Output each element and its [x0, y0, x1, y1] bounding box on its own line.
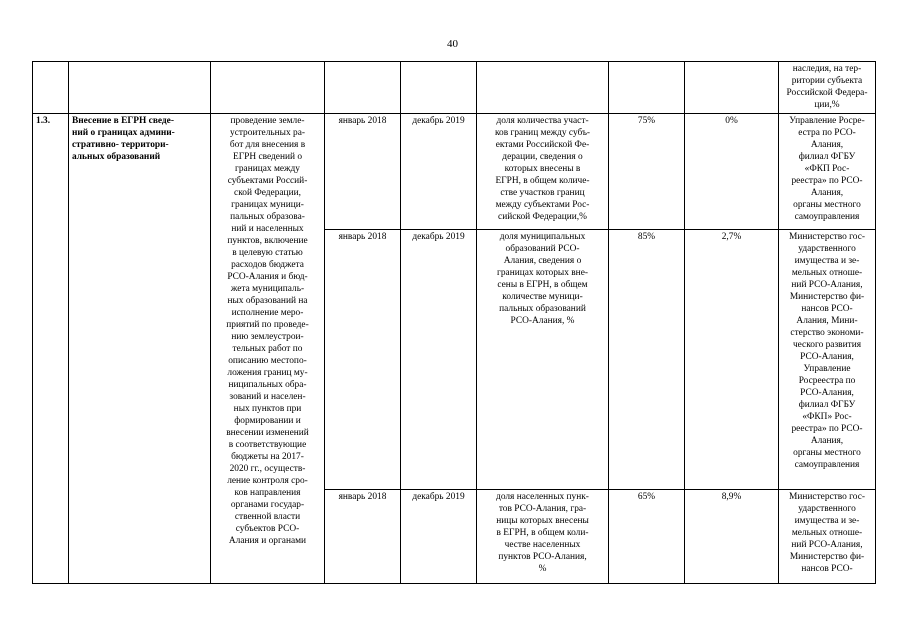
indicator-text: доля населенных пунк- тов РСО-Алания, гра- ницы которых внесены в ЕГРН, в общем коли- честве населенных пунктов РСО-Алания, % [496, 492, 589, 574]
target-value: 85% [637, 232, 656, 242]
cell-empty [401, 62, 477, 114]
page-number: 40 [447, 38, 458, 50]
responsible-cell [779, 490, 876, 584]
measure-description: проведение земле- устроительных ра- бот для внесения в ЕГРН сведений о границах между субъектами Россий- ской Федерации, границах муници- пальных образова- ний и населенных пунктов, включение в целевую статью расходов бюджета РСО-Алания и бюд- жета муниципаль- ных образований на исполнение меро- приятий по проведе- нию землеустрои- тельных работ по описанию местопо- ложения границ му- ниципальных обра- зований и населен- ных пунктов при формировании и внесении изменений в соответствующие бюджеты на 2017- 2020 гг., осуществ- ление контроля сро- ков направления органами государ- ственной власти субъектов РСО- Алания и органами [226, 116, 309, 546]
indicator-cell [477, 114, 609, 230]
responsible-text: Министерство гос- ударственного имущества и зе- мельных отноше- ний РСО-Алания, Министерство фи- нансов РСО- Алания, Мини- стерство экономи- ческого развития РСО-Алания, Управление Росреестра по РСО-Алания, филиал ФГБУ «ФКП» Рос- реестра» по РСО- Алания, органы местного самоуправления [789, 232, 865, 470]
start-date-cell [325, 490, 401, 584]
base-value-cell [685, 114, 779, 230]
start-date-cell [325, 114, 401, 230]
responsible-text: Министерство гос- ударственного имущества и зе- мельных отноше- ний РСО-Алания, Министерство фи- нансов РСО- [789, 492, 865, 574]
target-value-cell [609, 490, 685, 584]
indicator-cell [477, 490, 609, 584]
responsible-cell [779, 62, 876, 114]
measure-description-cell [211, 114, 325, 584]
end-date-cell [401, 490, 477, 584]
cell-empty [685, 62, 779, 114]
continued-row [33, 62, 876, 114]
measure-number: 1.3. [36, 116, 51, 126]
end-date: декабрь 2019 [412, 232, 465, 242]
base-value-cell [685, 490, 779, 584]
responsible-text: наследия, на тер- ритории субъекта Российской Федера- ции,% [786, 64, 868, 110]
cell-empty [211, 62, 325, 114]
target-value: 65% [637, 492, 656, 502]
base-value: 0% [725, 116, 738, 126]
start-date: январь 2018 [338, 116, 387, 126]
target-value-cell [609, 230, 685, 490]
measure-name: Внесение в ЕГРН сведе- ний о границах админи- стративно- территори- альных образований [72, 116, 175, 162]
cell-empty [33, 62, 69, 114]
cell-empty [325, 62, 401, 114]
measure-number-cell [33, 114, 69, 584]
target-value: 75% [637, 116, 656, 126]
end-date: декабрь 2019 [412, 116, 465, 126]
cell-empty [609, 62, 685, 114]
table-row [33, 114, 876, 230]
measures-table [32, 61, 876, 584]
start-date: январь 2018 [338, 232, 387, 242]
end-date-cell [401, 114, 477, 230]
start-date: январь 2018 [338, 492, 387, 502]
indicator-text: доля количества участ- ков границ между субъ- ектами Российской Фе- дерации, сведения о которых внесены в ЕГРН, в общем количе- стве участков границ между субъектами Рос- сийской Федерации,% [494, 116, 591, 222]
responsible-cell [779, 114, 876, 230]
end-date: декабрь 2019 [412, 492, 465, 502]
cell-empty [477, 62, 609, 114]
start-date-cell [325, 230, 401, 490]
responsible-cell [779, 230, 876, 490]
indicator-cell [477, 230, 609, 490]
end-date-cell [401, 230, 477, 490]
cell-empty [69, 62, 211, 114]
base-value-cell [685, 230, 779, 490]
base-value: 2,7% [721, 232, 742, 242]
responsible-text: Управление Росре- естра по РСО- Алания, филиал ФГБУ «ФКП Рос- реестра» по РСО- Алания, органы местного самоуправления [789, 116, 865, 222]
measure-name-cell [69, 114, 211, 584]
base-value: 8,9% [721, 492, 742, 502]
target-value-cell [609, 114, 685, 230]
indicator-text: доля муниципальных образований РСО- Алания, сведения о границах которых вне- сены в ЕГРН, в общем количестве муници- пальных образований РСО-Алания, % [497, 232, 588, 326]
